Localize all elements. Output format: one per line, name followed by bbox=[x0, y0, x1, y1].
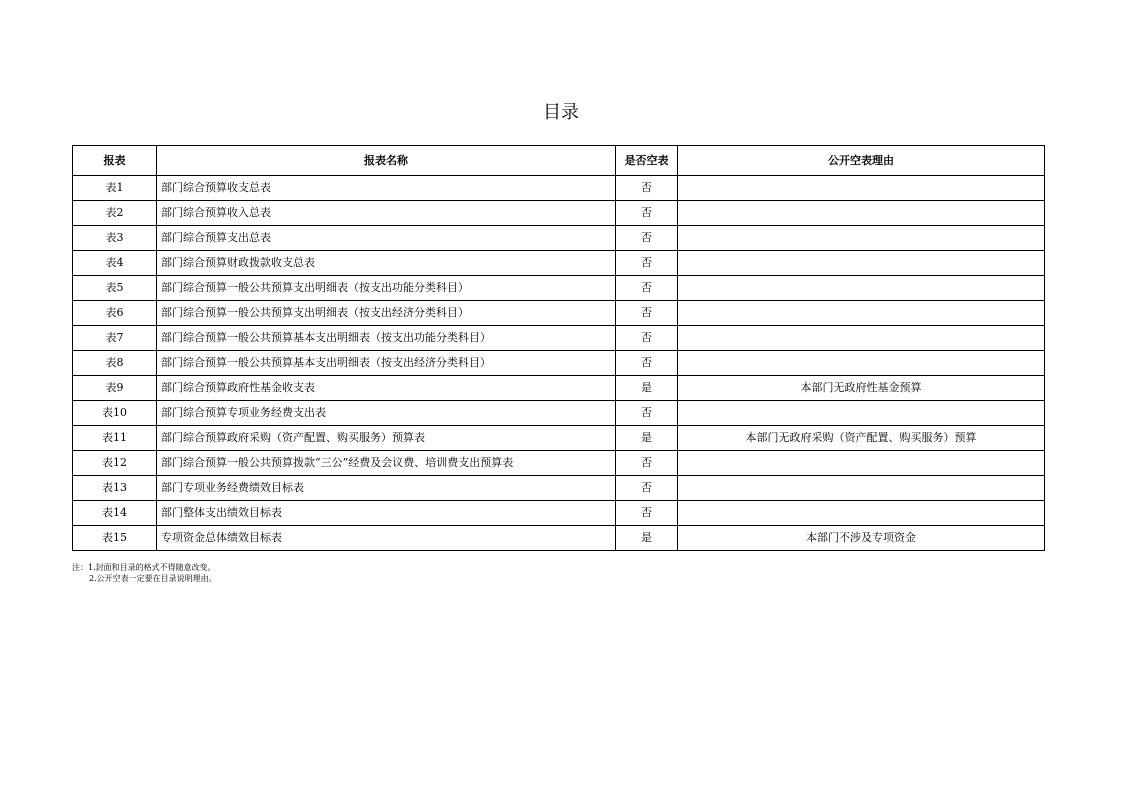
report-name-cell: 部门综合预算一般公共预算拨款“三公”经费及会议费、培训费支出预算表 bbox=[157, 451, 616, 476]
is-empty-cell: 是 bbox=[616, 526, 678, 551]
report-name-cell: 专项资金总体绩效目标表 bbox=[157, 526, 616, 551]
report-name-cell: 部门综合预算一般公共预算基本支出明细表（按支出功能分类科目） bbox=[157, 326, 616, 351]
empty-reason-cell: 本部门无政府采购（资产配置、购买服务）预算 bbox=[678, 426, 1045, 451]
table-header-row bbox=[73, 146, 1045, 176]
report-name-cell: 部门综合预算政府性基金收支表 bbox=[157, 376, 616, 401]
is-empty-cell: 否 bbox=[616, 351, 678, 376]
table-row bbox=[73, 526, 1045, 551]
is-empty-cell: 否 bbox=[616, 176, 678, 201]
is-empty-cell: 是 bbox=[616, 376, 678, 401]
empty-reason-cell: 本部门无政府性基金预算 bbox=[678, 376, 1045, 401]
report-number-cell: 表5 bbox=[73, 276, 157, 301]
empty-reason-cell bbox=[678, 326, 1045, 351]
table-body bbox=[73, 176, 1045, 551]
is-empty-cell: 否 bbox=[616, 476, 678, 501]
report-number-cell: 表9 bbox=[73, 376, 157, 401]
report-name-cell: 部门综合预算专项业务经费支出表 bbox=[157, 401, 616, 426]
table-row bbox=[73, 401, 1045, 426]
report-name-cell: 部门综合预算收支总表 bbox=[157, 176, 616, 201]
is-empty-cell: 否 bbox=[616, 201, 678, 226]
catalog-table bbox=[72, 145, 1045, 551]
report-number-cell: 表13 bbox=[73, 476, 157, 501]
report-number-cell: 表12 bbox=[73, 451, 157, 476]
report-number-cell: 表8 bbox=[73, 351, 157, 376]
empty-reason-cell bbox=[678, 301, 1045, 326]
empty-reason-cell bbox=[678, 276, 1045, 301]
empty-reason-cell bbox=[678, 476, 1045, 501]
table-row bbox=[73, 501, 1045, 526]
header-report-name: 报表名称 bbox=[157, 146, 616, 176]
page-title: 目录 bbox=[543, 102, 579, 123]
footnote-1: 注：1.封面和目录的格式不得随意改变。 bbox=[72, 563, 216, 572]
header-report-number: 报表 bbox=[73, 146, 157, 176]
table-row bbox=[73, 201, 1045, 226]
report-name-cell: 部门综合预算财政拨款收支总表 bbox=[157, 251, 616, 276]
empty-reason-cell: 本部门不涉及专项资金 bbox=[678, 526, 1045, 551]
report-number-cell: 表10 bbox=[73, 401, 157, 426]
table-row bbox=[73, 301, 1045, 326]
empty-reason-cell bbox=[678, 401, 1045, 426]
empty-reason-cell bbox=[678, 351, 1045, 376]
report-number-cell: 表11 bbox=[73, 426, 157, 451]
header-empty-reason: 公开空表理由 bbox=[678, 146, 1045, 176]
report-number-cell: 表6 bbox=[73, 301, 157, 326]
report-number-cell: 表15 bbox=[73, 526, 157, 551]
report-number-cell: 表7 bbox=[73, 326, 157, 351]
report-number-cell: 表14 bbox=[73, 501, 157, 526]
empty-reason-cell bbox=[678, 451, 1045, 476]
empty-reason-cell bbox=[678, 176, 1045, 201]
table-row bbox=[73, 326, 1045, 351]
empty-reason-cell bbox=[678, 226, 1045, 251]
is-empty-cell: 否 bbox=[616, 326, 678, 351]
table-row bbox=[73, 476, 1045, 501]
report-name-cell: 部门综合预算收入总表 bbox=[157, 201, 616, 226]
report-name-cell: 部门综合预算一般公共预算基本支出明细表（按支出经济分类科目） bbox=[157, 351, 616, 376]
table-row bbox=[73, 351, 1045, 376]
report-name-cell: 部门综合预算一般公共预算支出明细表（按支出经济分类科目） bbox=[157, 301, 616, 326]
report-name-cell: 部门综合预算一般公共预算支出明细表（按支出功能分类科目） bbox=[157, 276, 616, 301]
table-row bbox=[73, 426, 1045, 451]
report-name-cell: 部门综合预算支出总表 bbox=[157, 226, 616, 251]
empty-reason-cell bbox=[678, 201, 1045, 226]
empty-reason-cell bbox=[678, 251, 1045, 276]
report-number-cell: 表4 bbox=[73, 251, 157, 276]
is-empty-cell: 否 bbox=[616, 276, 678, 301]
is-empty-cell: 否 bbox=[616, 501, 678, 526]
is-empty-cell: 否 bbox=[616, 251, 678, 276]
empty-reason-cell bbox=[678, 501, 1045, 526]
report-number-cell: 表3 bbox=[73, 226, 157, 251]
table-row bbox=[73, 226, 1045, 251]
is-empty-cell: 否 bbox=[616, 401, 678, 426]
table-row bbox=[73, 176, 1045, 201]
footnotes bbox=[72, 562, 217, 584]
report-name-cell: 部门专项业务经费绩效目标表 bbox=[157, 476, 616, 501]
report-number-cell: 表1 bbox=[73, 176, 157, 201]
table-row bbox=[73, 276, 1045, 301]
table-row bbox=[73, 376, 1045, 401]
is-empty-cell: 否 bbox=[616, 301, 678, 326]
report-name-cell: 部门综合预算政府采购（资产配置、购买服务）预算表 bbox=[157, 426, 616, 451]
report-name-cell: 部门整体支出绩效目标表 bbox=[157, 501, 616, 526]
is-empty-cell: 否 bbox=[616, 226, 678, 251]
table-row bbox=[73, 451, 1045, 476]
table-row bbox=[73, 251, 1045, 276]
is-empty-cell: 否 bbox=[616, 451, 678, 476]
is-empty-cell: 是 bbox=[616, 426, 678, 451]
header-is-empty: 是否空表 bbox=[616, 146, 678, 176]
footnote-2: 2.公开空表一定要在目录说明理由。 bbox=[89, 574, 217, 583]
report-number-cell: 表2 bbox=[73, 201, 157, 226]
